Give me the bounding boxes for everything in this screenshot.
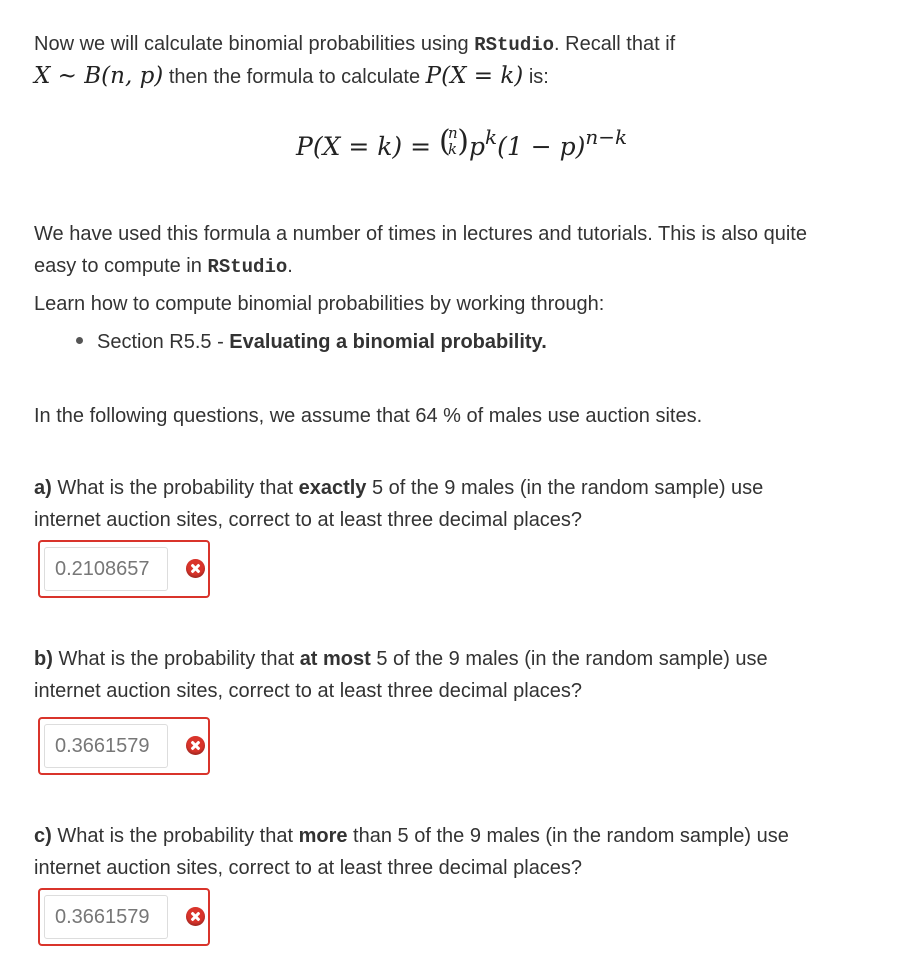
exponent-n-minus-k: n−k	[585, 125, 628, 149]
question-c-text: What is the probability that	[51, 825, 299, 847]
binom-bottom: k	[447, 140, 458, 158]
question-b-line-2: internet auction sites, correct to at least three decimal places?	[34, 680, 583, 702]
question-a-line-1	[34, 472, 763, 504]
question-a-text: What is the probability that	[51, 477, 299, 499]
binom-top: n	[447, 124, 458, 142]
intro-text-end: . Recall that if	[554, 33, 676, 55]
question-b-line-1	[34, 643, 768, 675]
binomial-formula	[296, 124, 628, 161]
answer-a-input[interactable]	[44, 547, 168, 591]
question-b-text: What is the probability that	[52, 648, 300, 670]
answer-b-input[interactable]	[44, 724, 168, 768]
used-line-1: We have used this formula a number of times in lectures and tutorials. This is also quite	[34, 223, 807, 245]
intro-line-1	[34, 28, 675, 61]
question-c-line-2: internet auction sites, correct to at least three decimal places?	[34, 857, 583, 879]
binomial-notation: X ~ B(n, p)	[34, 63, 164, 89]
bullet-icon	[76, 337, 83, 344]
intro-text-2-end: is:	[523, 66, 549, 88]
used-text-end: .	[287, 255, 293, 277]
question-a-text-end: 5 of the 9 males (in the random sample) use	[366, 477, 764, 499]
answer-a-container	[38, 540, 210, 598]
used-text: easy to compute in	[34, 255, 208, 277]
question-c-emphasis: more	[298, 825, 348, 847]
incorrect-icon	[186, 559, 205, 578]
question-c-text-end: than 5 of the 9 males (in the random sample) use	[347, 825, 789, 847]
question-a-label: a)	[34, 477, 52, 499]
question-b-text-end: 5 of the 9 males (in the random sample) use	[370, 648, 768, 670]
rstudio-code-2: RStudio	[207, 256, 288, 278]
assumption-line: In the following questions, we assume that 64 % of males use auction sites.	[34, 405, 703, 427]
question-c-line-1	[34, 820, 789, 852]
probability-notation: P(X = k)	[425, 63, 524, 89]
incorrect-icon	[186, 907, 205, 926]
section-prefix: Section R5.5 -	[97, 331, 230, 353]
rstudio-code: RStudio	[474, 34, 555, 56]
intro-line-2	[34, 60, 549, 93]
used-line-2	[34, 250, 293, 283]
learn-line: Learn how to compute binomial probabilities by working through:	[34, 293, 605, 315]
exponent-k: k	[484, 125, 498, 149]
section-reference	[76, 326, 547, 358]
binomial-coefficient: ( n k )	[438, 124, 469, 159]
formula-p: p	[468, 132, 485, 161]
answer-b-container	[38, 717, 210, 775]
incorrect-icon	[186, 736, 205, 755]
question-b-label: b)	[34, 648, 53, 670]
question-b-emphasis: at most	[299, 648, 371, 670]
formula-one-minus-p: (1 − p)	[497, 132, 586, 161]
question-a-emphasis: exactly	[298, 477, 367, 499]
formula-lhs: P(X = k) =	[296, 132, 439, 161]
question-a-line-2: internet auction sites, correct to at least three decimal places?	[34, 509, 583, 531]
intro-text-2: then the formula to calculate	[163, 66, 426, 88]
answer-c-container	[38, 888, 210, 946]
intro-text: Now we will calculate binomial probabilities using	[34, 33, 475, 55]
question-c-label: c)	[34, 825, 52, 847]
answer-c-input[interactable]	[44, 895, 168, 939]
section-title: Evaluating a binomial probability.	[229, 331, 547, 353]
